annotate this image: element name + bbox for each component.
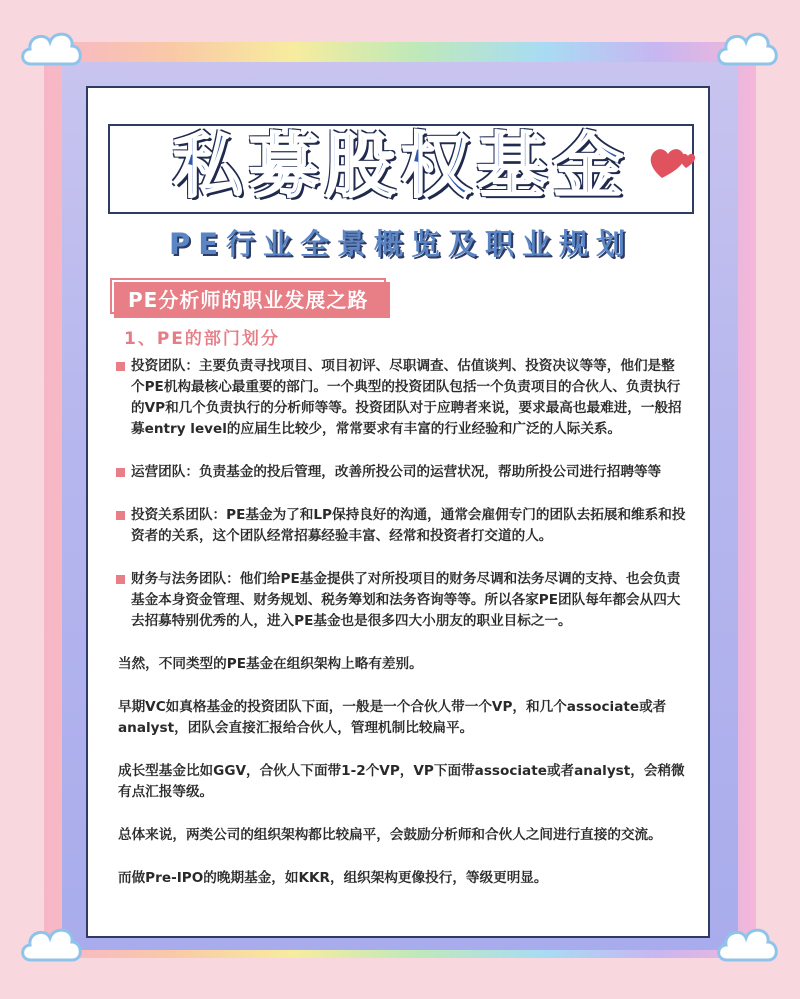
- paragraph: 总体来说，两类公司的组织架构都比较扁平，会鼓励分析师和合伙人之间进行直接的交流。: [118, 827, 662, 843]
- bullet-icon: [116, 575, 125, 584]
- list-item: [116, 505, 686, 547]
- page-title: 私募股权基金: [173, 125, 629, 207]
- page-subtitle: PE行业全景概览及职业规划: [168, 227, 634, 261]
- paragraph: 而做Pre-IPO的晚期基金，如KKR，组织架构更像投行，等级更明显。: [118, 870, 548, 886]
- paragraph: 当然，不同类型的PE基金在组织架构上略有差别。: [118, 656, 423, 672]
- bullet-icon: [116, 511, 125, 520]
- paragraph: 早期VC如真格基金的投资团队下面，一般是一个合伙人带一个VP，和几个associate或者analyst，团队会直接汇报给合伙人，管理机制比较扁平。: [118, 699, 667, 736]
- list-item: [116, 569, 686, 632]
- heart-icon: [648, 138, 700, 184]
- cloud-icon: [712, 22, 782, 72]
- section-banner: PE分析师的职业发展之路: [114, 282, 390, 318]
- cloud-icon: [16, 22, 86, 72]
- cloud-icon: [712, 918, 782, 968]
- list-item-text: 财务与法务团队：他们给PE基金提供了对所投项目的财务尽调和法务尽调的支持、也会负责基金本身资金管理、财务规划、税务筹划和法务咨询等等。所以各家PE团队每年都会从四大去招募特别优秀的人，进入PE基金也是很多四大小朋友的职业目标之一。: [131, 571, 681, 629]
- bullet-icon: [116, 468, 125, 477]
- bullet-icon: [116, 362, 125, 371]
- list-item-text: 运营团队：负责基金的投后管理，改善所投公司的运营状况，帮助所投公司进行招聘等等: [131, 464, 662, 480]
- list-item: [116, 356, 686, 440]
- list-item-text: 投资关系团队：PE基金为了和LP保持良好的沟通，通常会雇佣专门的团队去拓展和维系和投资者的关系，这个团队经常招募经验丰富、经常和投资者打交道的人。: [131, 507, 686, 544]
- paragraph: 成长型基金比如GGV，合伙人下面带1-2个VP，VP下面带associate或者analyst，会稍微有点汇报等级。: [118, 763, 685, 800]
- section-subheading: 1、PE的部门划分: [124, 329, 280, 349]
- list-item-text: 投资团队：主要负责寻找项目、项目初评、尽职调查、估值谈判、投资决议等等，他们是整个PE机构最核心最重要的部门。一个典型的投资团队包括一个负责项目的合伙人、负责执行的VP和几个负责执行的分析师等等。投资团队对于应聘者来说，要求最高也最难进，一般招募entry level的应届生比较少，常常要求有丰富的行业经验和广泛的人际关系。: [131, 358, 682, 437]
- cloud-icon: [16, 918, 86, 968]
- content-body: [116, 356, 686, 911]
- list-item: [116, 462, 686, 483]
